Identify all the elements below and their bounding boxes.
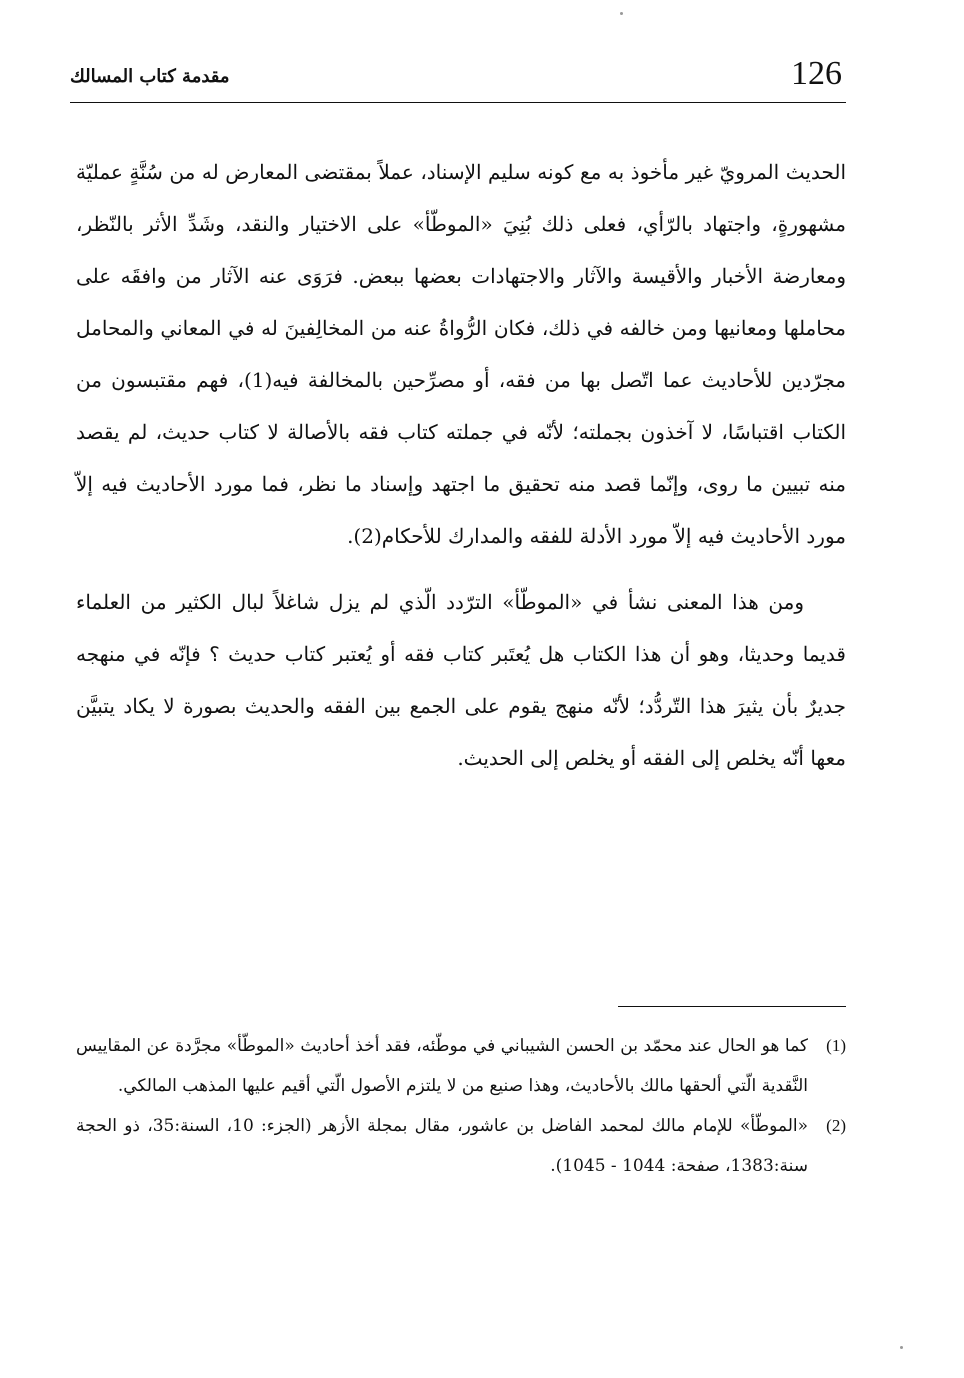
footnote: [76, 1106, 846, 1186]
footnote-text: «الموطّأ» للإمام مالك لمحمد الفاضل بن عاشور، مقال بمجلة الأزهر (الجزء: 10، السنة:35، ذو الحجة سنة:1383، صفحة: 1044 - 1045).: [76, 1116, 808, 1176]
paragraph: ومن هذا المعنى نشأ في «الموطّأ» الترّدد الّذي لم يزل شاغلاً لبال الكثير من العلماء قديما وحديثا، وهو أن هذا الكتاب هل يُعتَبر كتاب فقه أو يُعتبر كتاب حديث ؟ فإنّه في منهجه جديرٌ بأن يثيرَ هذا التّردُّد؛ لأنّه منهج يقوم على الجمع بين الفقه والحديث بصورة لا يكاد يتبيَّن معها أنّه يخلص إلى الفقه أو يخلص إلى الحديث.: [76, 590, 846, 770]
footnote-text: كما هو الحال عند محمّد بن الحسن الشيباني في موطّئه، فقد أخذ أحاديث «الموطّأ» مجرَّدة عن المقاييس النَّقدية الّتي ألحقها مالك بالأحاديث، وهذا صنيع من لا يلتزم الأصول الّتي أقيم عليها المذهب المالكي.: [76, 1036, 808, 1096]
footnote-marker: (2): [826, 1116, 846, 1135]
page-header: [70, 50, 846, 103]
footnote: [76, 1026, 846, 1106]
page-number: 126: [791, 55, 842, 92]
running-title: مقدمة كتاب المسالك: [70, 66, 230, 87]
scan-speck: [620, 12, 623, 15]
paragraph: الحديث المرويّ غير مأخوذ به مع كونه سليم الإسناد، عملاً بمقتضى المعارض له من سُنَّةٍ عمليّة مشهورةٍ، واجتهاد بالرّأي، فعلى ذلك بُنِيَ «الموطّأ» على الاختيار والنقد، وشَدِّ الأثر بالنّظر، ومعارضة الأخبار والأقيسة والآثار والاجتهادات بعضها ببعض. فرَوَى عنه الآثار من وافقَه على محاملها ومعانيها ومن خالفه في ذلك، فكان الرُّواةُ عنه من المخالِفينَ له في المعاني والمحامل مجرّدين للأحاديث عما اتّصل بها من فقه، أو مصرِّحين بالمخالفة فيه(1)، فهم مقتبسون من الكتاب اقتباسًا، لا آخذون بجملته؛ لأنّه في جملته كتاب فقه بالأصالة لا كتاب حديث، لم يقصد منه تبيين ما روى، وإنّما قصد منه تحقيق ما اجتهد وإسناد ما نظر، فما مورد الأحاديث فيه إلاّ مورد الأحاديث فيه إلاّ مورد الأدلة للفقه والمدارك للأحكام(2).: [76, 160, 846, 548]
main-text: [76, 146, 846, 784]
scan-speck: [900, 1346, 903, 1349]
footnote-marker: (1): [826, 1036, 846, 1055]
footnote-separator: [618, 1006, 846, 1007]
footnotes: [76, 1026, 846, 1186]
